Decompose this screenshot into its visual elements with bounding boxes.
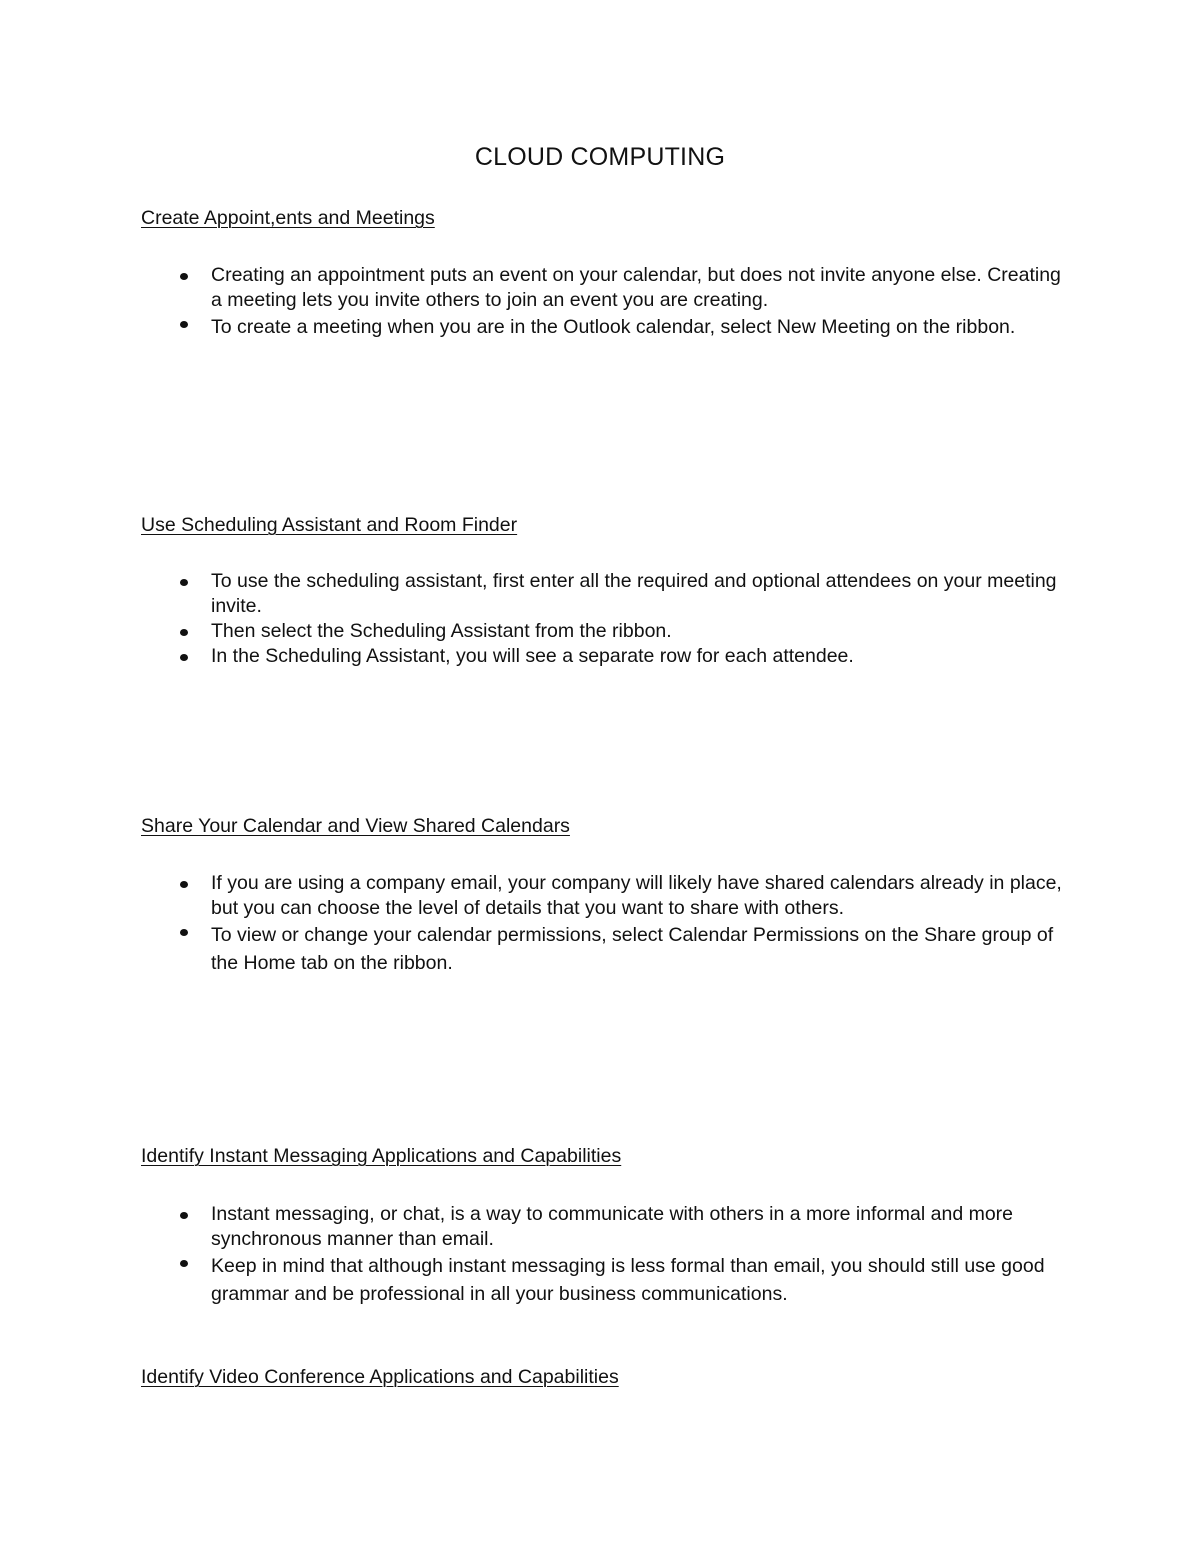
list-item-text: To view or change your calendar permissions, select Calendar Permissions on the Share group of the Home tab on the ribbon.	[211, 924, 1054, 974]
list-item-text: To use the scheduling assistant, first enter all the required and optional attendees on your meeting invite.	[211, 570, 1057, 617]
list-item	[0, 921, 1063, 977]
document-title: CLOUD COMPUTING	[474, 143, 726, 171]
bullet-list	[0, 569, 1200, 669]
section-heading: Create Appoint,ents and Meetings	[141, 207, 435, 229]
bullet-icon	[180, 929, 188, 936]
bullet-icon	[180, 1260, 188, 1267]
bullet-icon	[180, 629, 188, 636]
list-item	[0, 569, 1063, 619]
bullet-icon	[180, 881, 188, 888]
bullet-list	[0, 263, 1200, 341]
list-item	[0, 1202, 1063, 1252]
list-item	[0, 1252, 1063, 1308]
list-item	[0, 263, 1063, 313]
list-item-text: Then select the Scheduling Assistant from the ribbon.	[211, 620, 672, 642]
bullet-icon	[180, 1212, 188, 1219]
list-item	[0, 619, 1063, 644]
bullet-icon	[180, 273, 188, 280]
section-heading: Identify Instant Messaging Applications and Capabilities	[141, 1145, 622, 1167]
bullet-list	[0, 871, 1200, 977]
list-item	[0, 644, 1063, 669]
bullet-list	[0, 1202, 1200, 1308]
bullet-icon	[180, 321, 188, 328]
list-item	[0, 871, 1063, 921]
bullet-icon	[180, 654, 188, 661]
list-item-text: Keep in mind that although instant messaging is less formal than email, you should still use good grammar and be professional in all your business communications.	[211, 1255, 1045, 1305]
section-heading: Share Your Calendar and View Shared Calendars	[141, 815, 570, 837]
list-item	[0, 313, 1063, 341]
list-item-text: To create a meeting when you are in the Outlook calendar, select New Meeting on the ribbon.	[211, 316, 1016, 338]
section-heading: Use Scheduling Assistant and Room Finder	[141, 514, 518, 536]
list-item-text: If you are using a company email, your company will likely have shared calendars already in place, but you can choose the level of details that you want to share with others.	[211, 872, 1062, 919]
list-item-text: Instant messaging, or chat, is a way to communicate with others in a more informal and more synchronous manner than email.	[211, 1203, 1014, 1250]
list-item-text: In the Scheduling Assistant, you will see a separate row for each attendee.	[211, 645, 854, 667]
bullet-icon	[180, 579, 188, 586]
section-heading: Identify Video Conference Applications and Capabilities	[141, 1366, 619, 1388]
list-item-text: Creating an appointment puts an event on your calendar, but does not invite anyone else. Creating a meeting lets you invite others to join an event you are creating.	[211, 264, 1061, 311]
